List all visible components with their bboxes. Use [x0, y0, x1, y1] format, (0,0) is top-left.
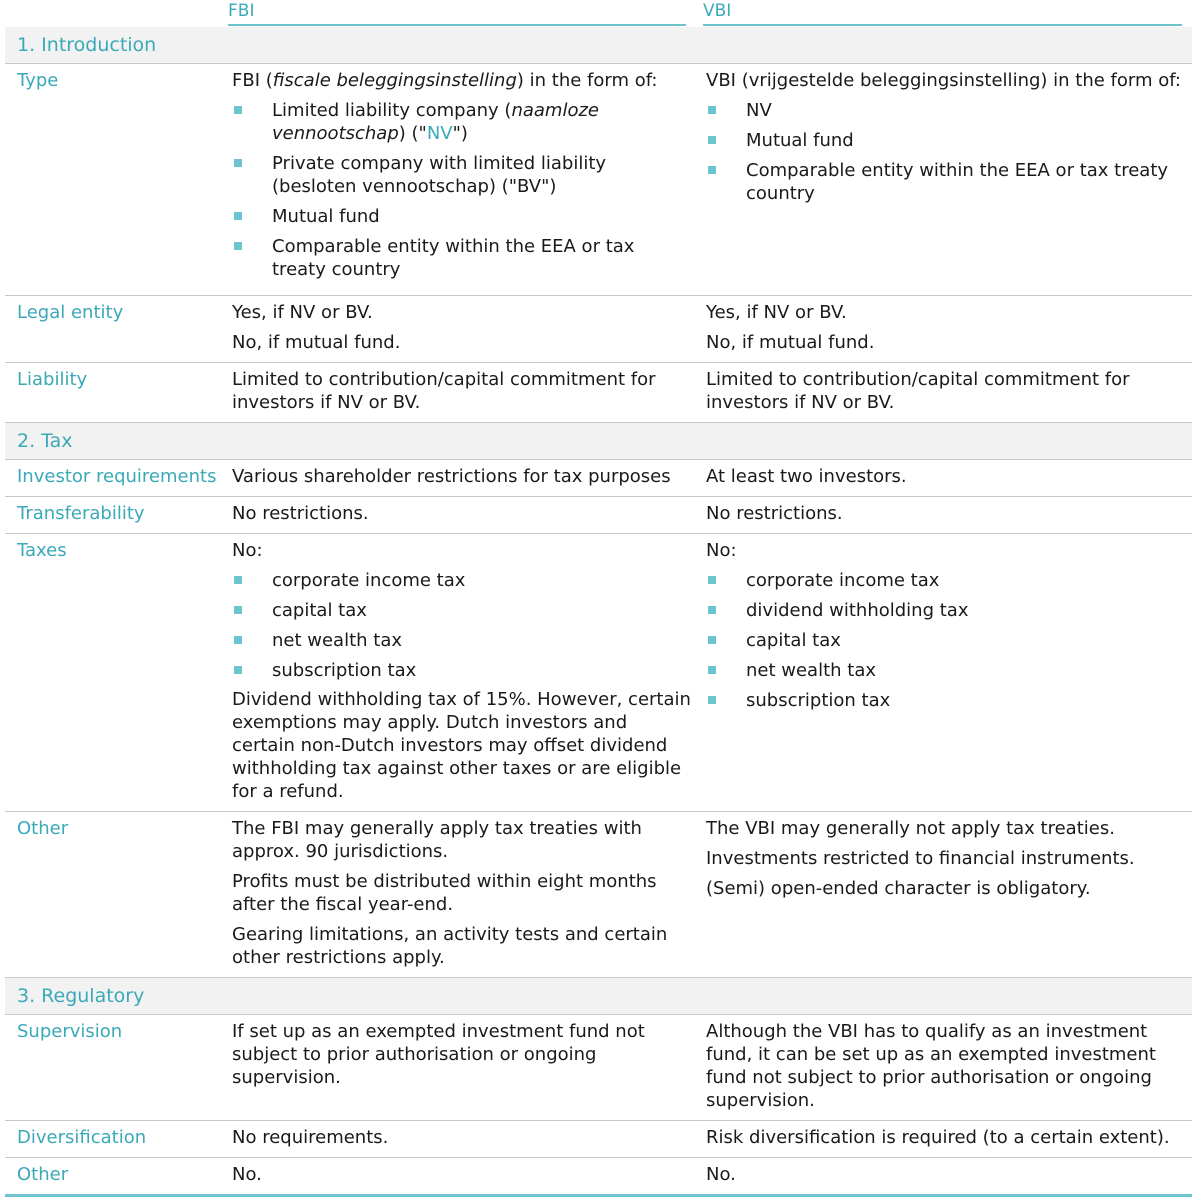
legal-fbi-1: Yes, if NV or BV.: [232, 302, 373, 323]
bullet-square-icon: [708, 666, 716, 674]
nv-link[interactable]: NV: [426, 123, 453, 144]
taxes-fbi-no: No:: [232, 540, 263, 561]
bullet-square-icon: [708, 136, 716, 144]
cell-liability-vbi: [693, 368, 1192, 414]
taxes-vbi-item: capital tax: [746, 630, 841, 651]
cell-supervision-vbi: [693, 1020, 1192, 1112]
row-taxes: [5, 534, 1192, 812]
type-vbi-item3: Comparable entity within the EEA or tax treaty country: [746, 160, 1169, 204]
row-investor-requirements: [5, 460, 1192, 497]
supervision-fbi: If set up as an exempted investment fund not subject to prior authorisation or ongoing supervision.: [232, 1021, 645, 1088]
cell-other-tax-vbi: [693, 817, 1192, 969]
list-item: [706, 659, 1192, 682]
type-fbi-list: [232, 99, 693, 281]
row-label-diversification: Diversification: [17, 1127, 147, 1148]
cell-transfer-vbi: [693, 502, 1192, 525]
bullet-square-icon: [234, 636, 242, 644]
supervision-vbi: Although the VBI has to qualify as an investment fund, it can be set up as an exempted investment fund not subject to prior authorisation or ongoing supervision.: [706, 1021, 1156, 1111]
investor-fbi: Various shareholder restrictions for tax purposes: [232, 466, 671, 487]
cell-diversification-fbi: [219, 1126, 693, 1149]
cell-transfer-fbi: [219, 502, 693, 525]
cell-type-fbi: [219, 69, 693, 287]
bullet-square-icon: [708, 606, 716, 614]
type-vbi-intro: VBI (vrijgestelde beleggingsinstelling) in the form of:: [706, 70, 1181, 91]
type-fbi-intro: [232, 69, 693, 92]
list-item: [232, 152, 693, 198]
cell-legal-fbi: [219, 301, 693, 354]
cell-legal-vbi: [693, 301, 1192, 354]
list-item: [232, 205, 693, 228]
row-label-investor-requirements: Investor requirements: [17, 466, 217, 487]
other-tax-vbi-1: The VBI may generally not apply tax treaties.: [706, 818, 1115, 839]
row-label-legal-entity: Legal entity: [17, 302, 124, 323]
row-type: [5, 64, 1192, 296]
investor-vbi: At least two investors.: [706, 466, 907, 487]
taxes-fbi-item: corporate income tax: [272, 570, 466, 591]
other-tax-fbi-1: The FBI may generally apply tax treaties with approx. 90 jurisdictions.: [232, 818, 642, 862]
type-fbi-item1-b: naamloze vennootschap: [272, 100, 599, 144]
taxes-vbi-item: corporate income tax: [746, 570, 940, 591]
list-item: [706, 159, 1192, 205]
bullet-square-icon: [708, 636, 716, 644]
type-fbi-intro-c: ) in the form of:: [516, 70, 658, 91]
liability-fbi: Limited to contribution/capital commitment for investors if NV or BV.: [232, 369, 656, 413]
cell-liability-fbi: [219, 368, 693, 414]
bullet-square-icon: [234, 666, 242, 674]
cell-diversification-vbi: [693, 1126, 1192, 1149]
bullet-square-icon: [708, 576, 716, 584]
other-tax-fbi-3: Gearing limitations, an activity tests and certain other restrictions apply.: [232, 924, 668, 968]
list-item: [706, 689, 1192, 712]
column-header-vbi-label: VBI: [703, 1, 732, 21]
taxes-fbi-item: net wealth tax: [272, 630, 403, 651]
type-fbi-item3: Mutual fund: [272, 206, 380, 227]
row-label-liability: Liability: [17, 369, 88, 390]
row-label-transferability: Transferability: [17, 503, 145, 524]
row-supervision: [5, 1015, 1192, 1121]
column-header-fbi-label: FBI: [228, 1, 255, 21]
list-item: [706, 569, 1192, 592]
bullet-square-icon: [234, 106, 242, 114]
comparison-table: [5, 27, 1192, 1197]
list-item: [232, 99, 693, 145]
other-tax-fbi-2: Profits must be distributed within eight months after the fiscal year-end.: [232, 871, 657, 915]
section-tax: 2. Tax: [5, 423, 1192, 460]
taxes-fbi-item: capital tax: [272, 600, 367, 621]
type-fbi-item4: Comparable entity within the EEA or tax treaty country: [272, 236, 635, 280]
other-reg-vbi: No.: [706, 1164, 736, 1185]
row-other-regulatory: [5, 1158, 1192, 1197]
type-vbi-item1: NV: [746, 100, 772, 121]
type-fbi-intro-b: fiscale beleggingsinstelling: [272, 70, 517, 91]
row-label-type: Type: [17, 70, 59, 91]
transfer-vbi: No restrictions.: [706, 503, 843, 524]
list-item: [232, 569, 693, 592]
row-label-other-regulatory: Other: [17, 1164, 69, 1185]
taxes-vbi-list: [706, 569, 1192, 712]
row-other-tax: [5, 812, 1192, 978]
bullet-square-icon: [234, 159, 242, 167]
other-tax-vbi-3: (Semi) open-ended character is obligatory.: [706, 878, 1091, 899]
list-item: [232, 599, 693, 622]
list-item: [706, 99, 1192, 122]
taxes-vbi-item: subscription tax: [746, 690, 891, 711]
row-liability: [5, 363, 1192, 423]
section-regulatory: 3. Regulatory: [5, 978, 1192, 1015]
list-item: [706, 599, 1192, 622]
other-reg-fbi: No.: [232, 1164, 262, 1185]
taxes-fbi-item: subscription tax: [272, 660, 417, 681]
list-item: [706, 129, 1192, 152]
bullet-square-icon: [234, 606, 242, 614]
row-label-taxes: Taxes: [17, 540, 67, 561]
row-diversification: [5, 1121, 1192, 1158]
cell-other-reg-vbi: [693, 1163, 1192, 1186]
section-introduction: 1. Introduction: [5, 27, 1192, 64]
type-fbi-item2: Private company with limited liability (besloten vennootschap) ("BV"): [272, 153, 607, 197]
bullet-square-icon: [234, 242, 242, 250]
diversification-vbi: Risk diversification is required (to a certain extent).: [706, 1127, 1170, 1148]
type-fbi-item1-c: ) (": [398, 123, 427, 144]
type-fbi-intro-a: FBI (: [232, 70, 273, 91]
transfer-fbi: No restrictions.: [232, 503, 369, 524]
column-header-vbi: [703, 0, 1182, 26]
row-label-supervision: Supervision: [17, 1021, 123, 1042]
legal-vbi-2: No, if mutual fund.: [706, 332, 875, 353]
row-label-other-tax: Other: [17, 818, 69, 839]
bullet-square-icon: [708, 106, 716, 114]
diversification-fbi: No requirements.: [232, 1127, 389, 1148]
list-item: [706, 629, 1192, 652]
cell-other-reg-fbi: [219, 1163, 693, 1186]
list-item: [232, 659, 693, 682]
taxes-vbi-item: dividend withholding tax: [746, 600, 969, 621]
type-fbi-item1-e: "): [452, 123, 468, 144]
legal-fbi-2: No, if mutual fund.: [232, 332, 401, 353]
legal-vbi-1: Yes, if NV or BV.: [706, 302, 847, 323]
type-vbi-item2: Mutual fund: [746, 130, 854, 151]
cell-supervision-fbi: [219, 1020, 693, 1112]
liability-vbi: Limited to contribution/capital commitment for investors if NV or BV.: [706, 369, 1130, 413]
list-item: [232, 235, 693, 281]
bullet-square-icon: [708, 166, 716, 174]
taxes-fbi-list: [232, 569, 693, 682]
cell-type-vbi: [693, 69, 1192, 287]
row-transferability: [5, 497, 1192, 534]
type-vbi-list: [706, 99, 1192, 205]
bullet-square-icon: [234, 212, 242, 220]
taxes-vbi-item: net wealth tax: [746, 660, 877, 681]
cell-taxes-vbi: [693, 539, 1192, 803]
list-item: [232, 629, 693, 652]
bullet-square-icon: [234, 576, 242, 584]
cell-other-tax-fbi: [219, 817, 693, 969]
taxes-fbi-note: Dividend withholding tax of 15%. However, certain exemptions may apply. Dutch investors and certain non-Dutch investors may offset dividend withholding tax against other taxes or are eligible for a refund.: [232, 689, 691, 802]
cell-investor-vbi: [693, 465, 1192, 488]
column-header-fbi: [228, 0, 686, 26]
type-fbi-item1-a: Limited liability company (: [272, 100, 512, 121]
taxes-vbi-no: No:: [706, 540, 737, 561]
cell-investor-fbi: [219, 465, 693, 488]
cell-taxes-fbi: [219, 539, 693, 803]
other-tax-vbi-2: Investments restricted to financial instruments.: [706, 848, 1135, 869]
bullet-square-icon: [708, 696, 716, 704]
row-legal-entity: [5, 296, 1192, 363]
